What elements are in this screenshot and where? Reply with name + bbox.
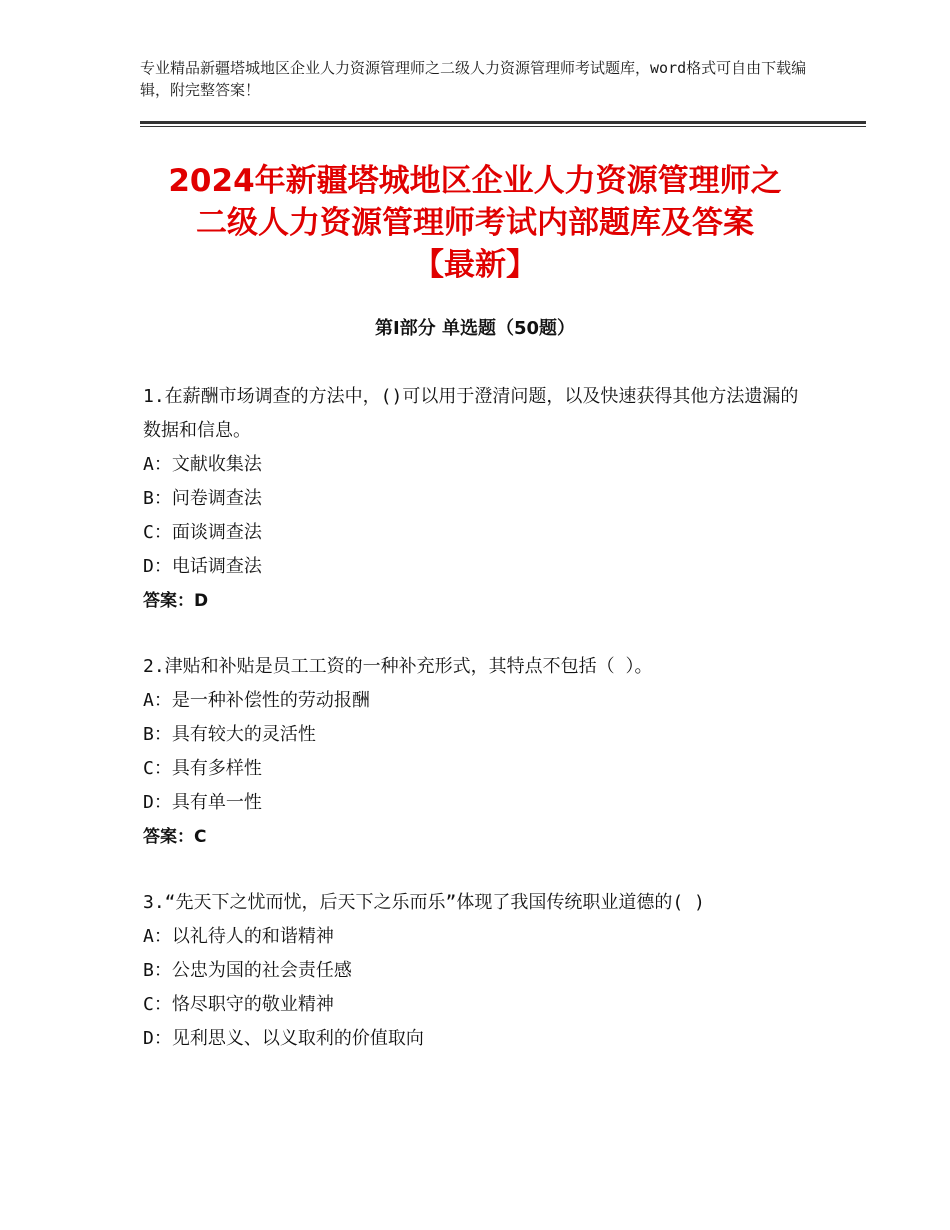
title-line-1: 2024年新疆塔城地区企业人力资源管理师之 [168, 163, 782, 199]
answer-line: 答案：D [143, 591, 209, 611]
option-b: B：公忠为国的社会责任感 [143, 960, 352, 981]
document-title [140, 160, 810, 286]
question-stem: 3.“先天下之忧而忧，后天下之乐而乐”体现了我国传统职业道德的( ) [143, 892, 705, 913]
option-a: A：以礼待人的和谐精神 [143, 926, 334, 947]
question-spacer [143, 854, 813, 886]
option-d: D：电话调查法 [143, 556, 262, 577]
option-c: C：恪尽职守的敬业精神 [143, 994, 334, 1015]
title-line-3: 【最新】 [413, 247, 537, 283]
option-b: B：问卷调查法 [143, 488, 262, 509]
question-3 [143, 886, 813, 1056]
header-note: 专业精品新疆塔城地区企业人力资源管理师之二级人力资源管理师考试题库，word格式可自由下载编辑，附完整答案！ [140, 59, 807, 99]
option-b: B：具有较大的灵活性 [143, 724, 316, 745]
title-line-2: 二级人力资源管理师考试内部题库及答案 [196, 205, 754, 241]
option-c: C：面谈调查法 [143, 522, 262, 543]
question-list [143, 380, 813, 1056]
question-stem: 1.在薪酬市场调查的方法中，()可以用于澄清问题，以及快速获得其他方法遗漏的数据和信息。 [143, 386, 799, 441]
option-a: A：是一种补偿性的劳动报酬 [143, 690, 370, 711]
question-stem: 2.津贴和补贴是员工工资的一种补充形式，其特点不包括（ ）。 [143, 656, 653, 677]
section-heading: 第Ⅰ部分 单选题（50题） [374, 318, 575, 339]
question-1 [143, 380, 813, 618]
question-spacer [143, 618, 813, 650]
header-rule-thin [140, 126, 866, 127]
option-a: A：文献收集法 [143, 454, 262, 475]
question-2 [143, 650, 813, 854]
answer-line: 答案：C [143, 827, 207, 847]
option-d: D：见利思义、以义取利的价值取向 [143, 1028, 424, 1049]
option-c: C：具有多样性 [143, 758, 262, 779]
option-d: D：具有单一性 [143, 792, 262, 813]
header-rule-thick [140, 121, 866, 124]
